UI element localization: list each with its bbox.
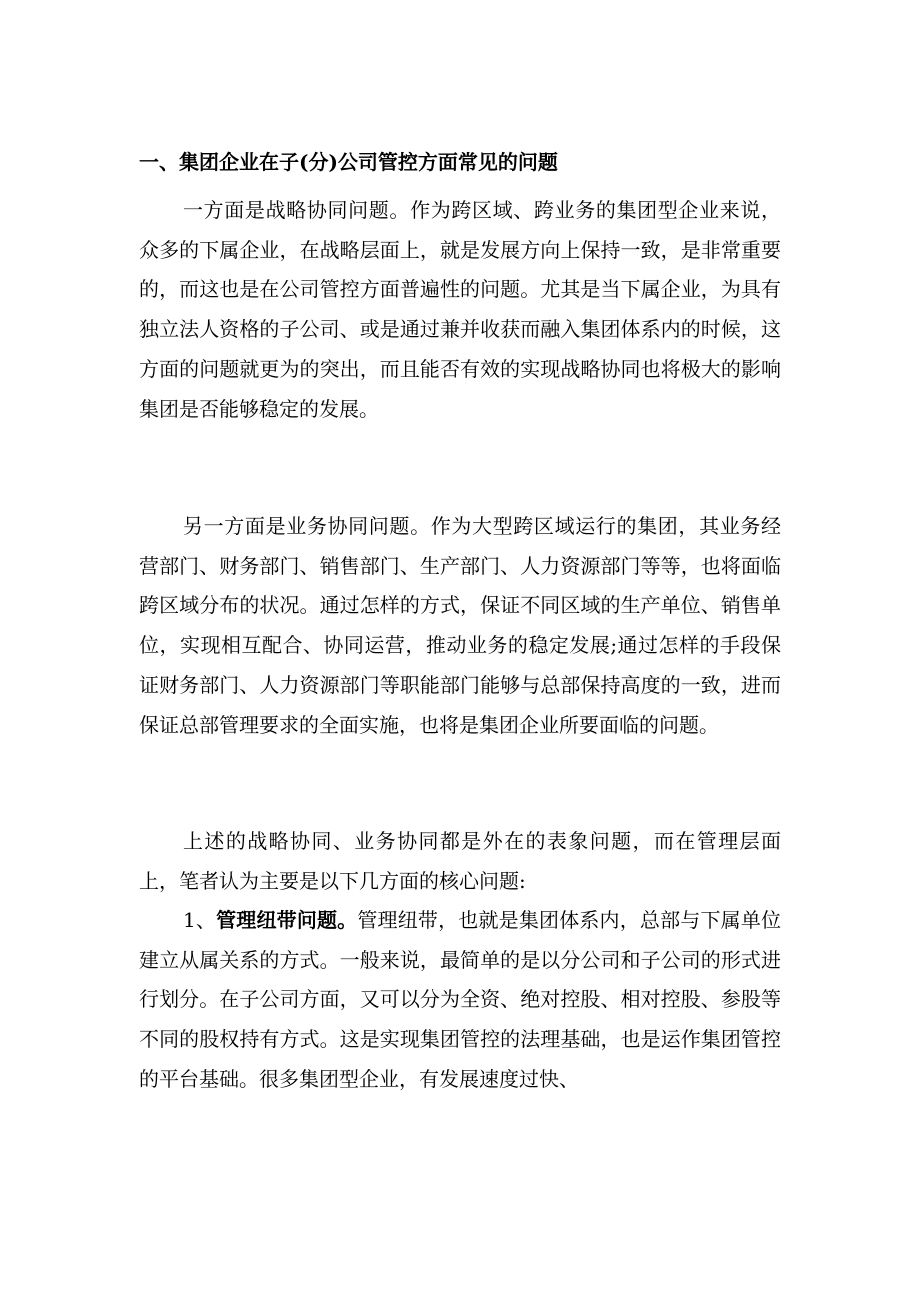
paragraph-management-link: [139, 901, 781, 1100]
section-heading: 一、集团企业在子(分)公司管控方面常见的问题: [139, 150, 558, 174]
paragraph-strategy: 一方面是战略协同问题。作为跨区域、跨业务的集团型企业来说，众多的下属企业，在战略层面上，就是发展方向上保持一致，是非常重要的，而这也是在公司管控方面普遍性的问题。尤其是当下属企业，为具有独立法人资格的子公司、或是通过兼并收获而融入集团体系内的时候，这方面的问题就更为的突出，而且能否有效的实现战略协同也将极大的影响集团是否能够稳定的发展。: [139, 198, 781, 421]
item-title: 管理纽带问题。: [216, 908, 358, 932]
paragraph-business: 另一方面是业务协同问题。作为大型跨区域运行的集团，其业务经营部门、财务部门、销售部门、生产部门、人力资源部门等等，也将面临跨区域分布的状况。通过怎样的方式，保证不同区域的生产单位、销售单位，实现相互配合、协同运营，推动业务的稳定发展;通过怎样的手段保证财务部门、人力资源部门等职能部门能够与总部保持高度的一致，进而保证总部管理要求的全面实施，也将是集团企业所要面临的问题。: [139, 514, 781, 737]
item-number: 1、: [183, 908, 217, 932]
paragraph-core-issues: 上述的战略协同、业务协同都是外在的表象问题，而在管理层面上，笔者认为主要是以下几方面的核心问题:: [139, 829, 781, 893]
item-body: 管理纽带，也就是集团体系内，总部与下属单位建立从属关系的方式。一般来说，最简单的是以分公司和子公司的形式进行划分。在子公司方面，又可以分为全资、绝对控股、相对控股、参股等不同的股权持有方式。这是实现集团管控的法理基础，也是运作集团管控的平台基础。很多集团型企业，有发展速度过快、: [139, 908, 782, 1091]
